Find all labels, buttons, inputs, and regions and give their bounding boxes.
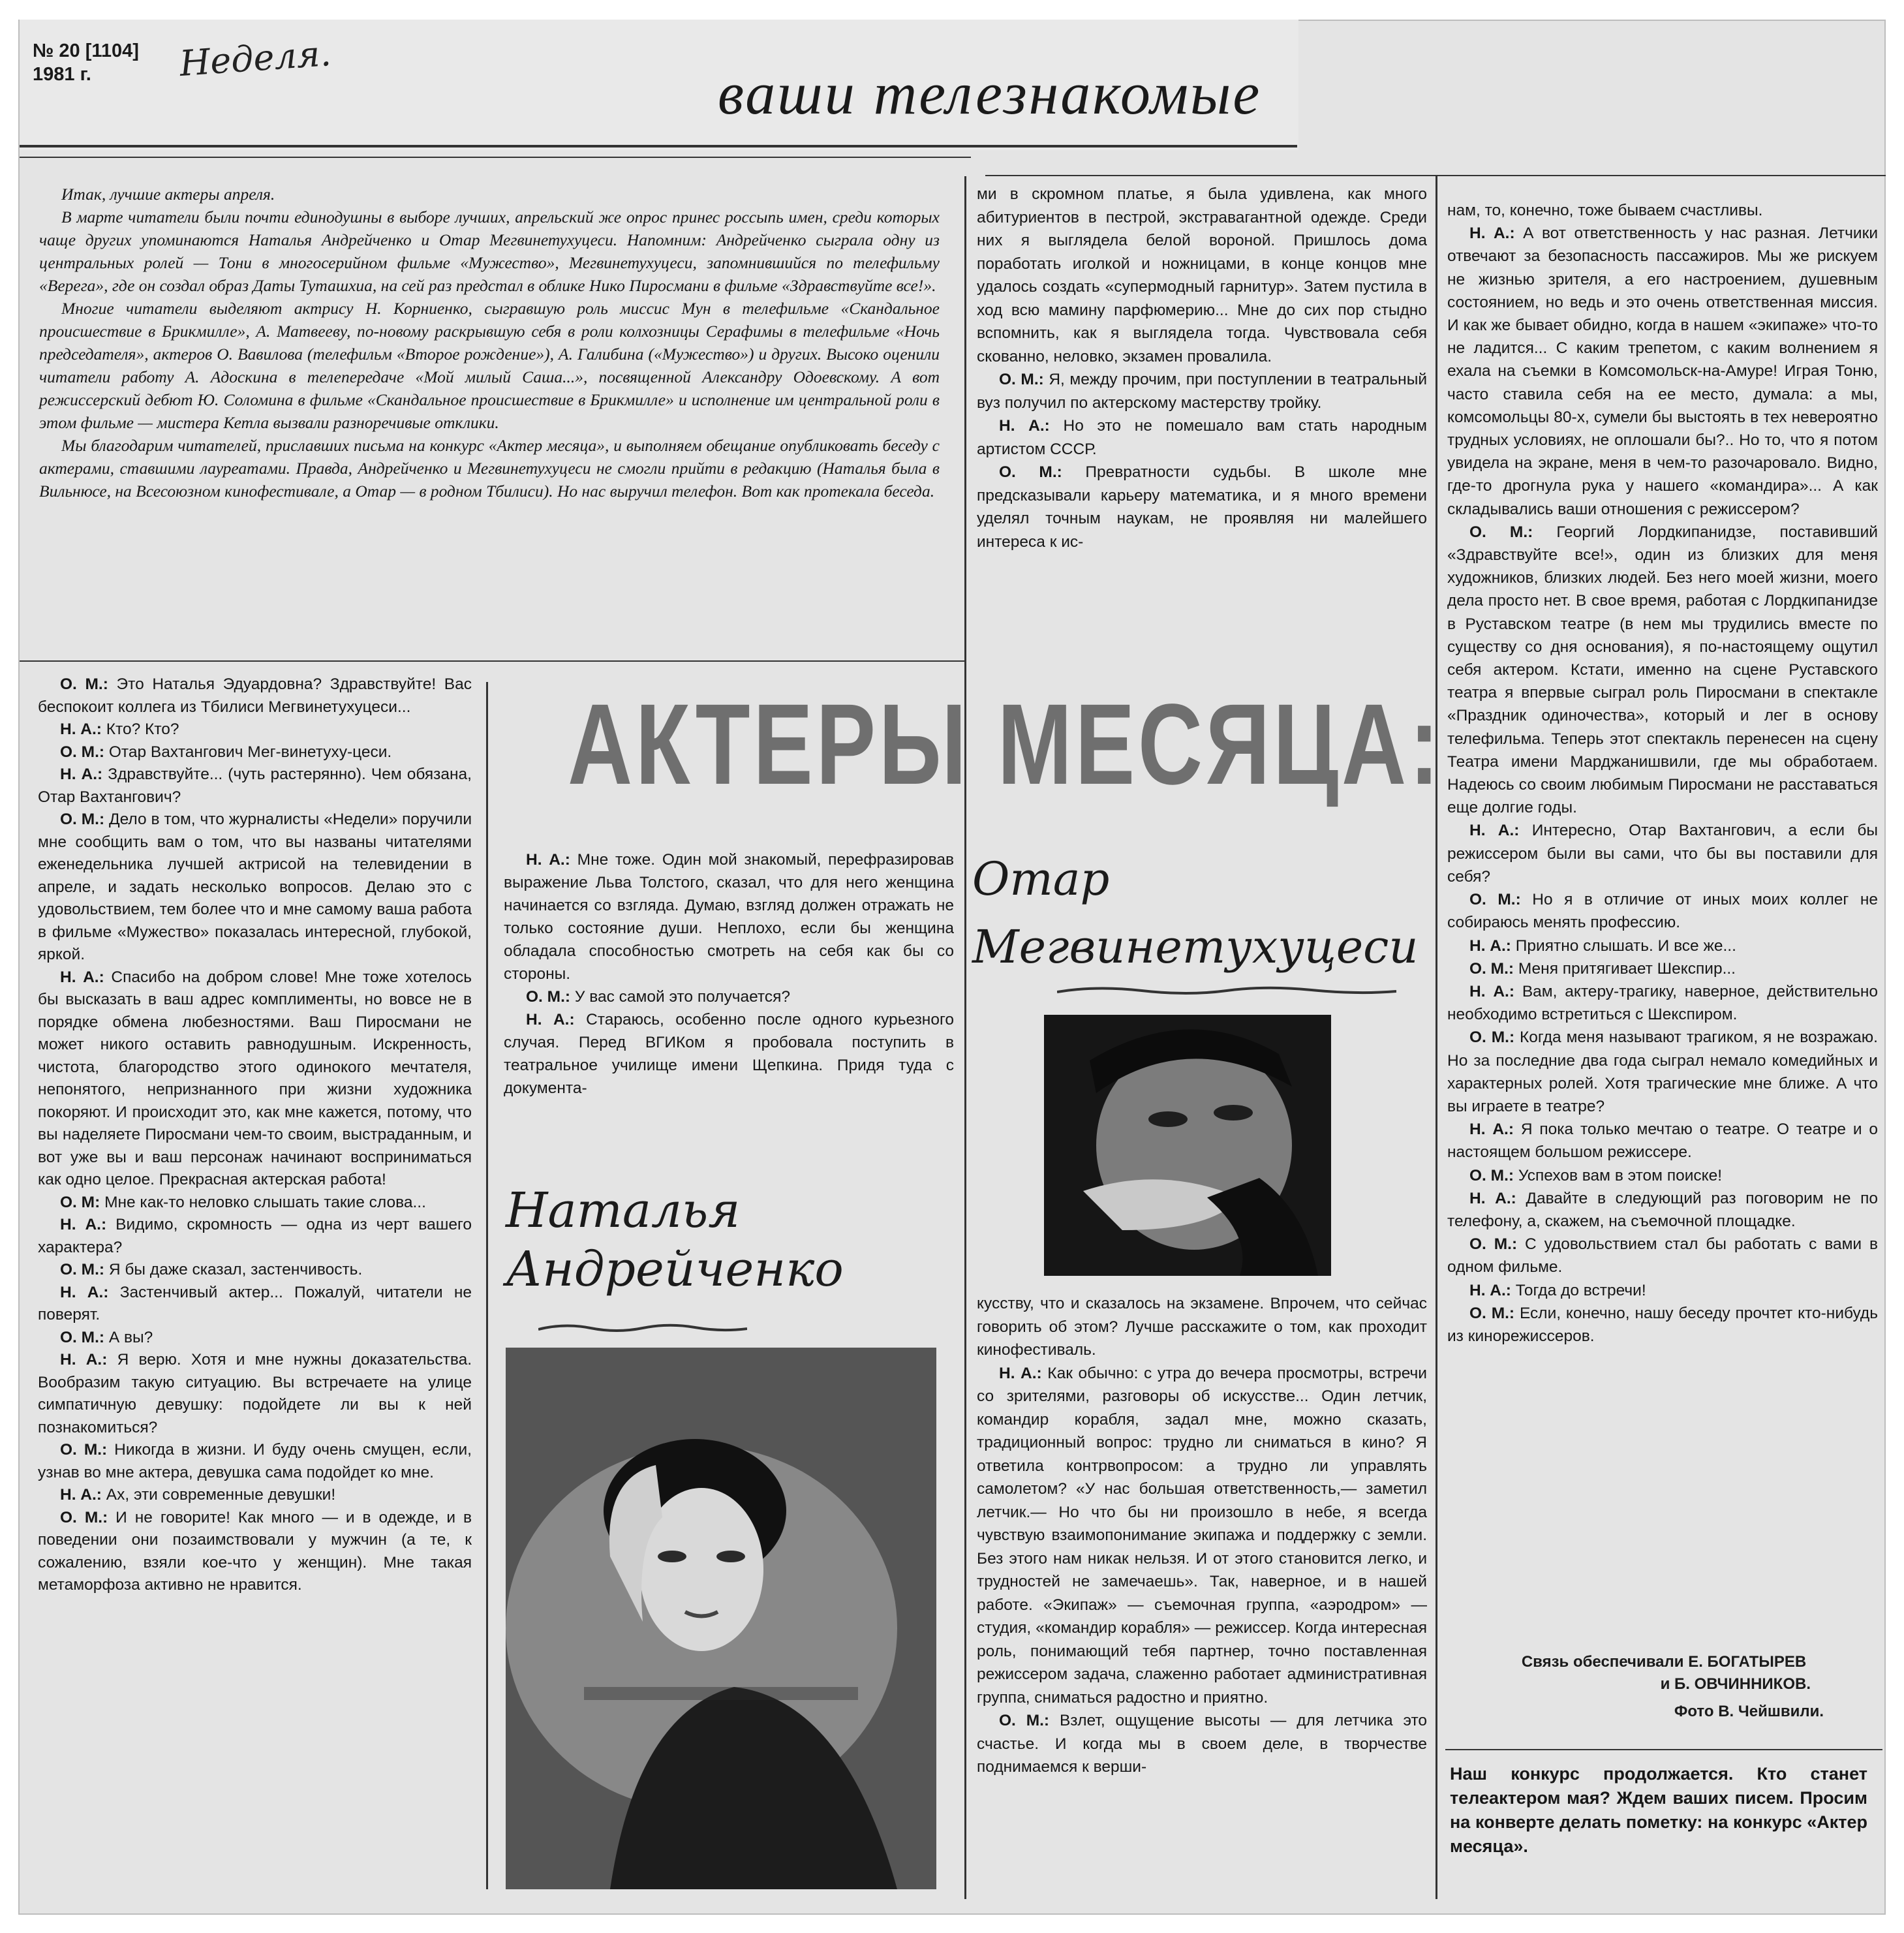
dialogue-text: У вас самой это получается?	[574, 988, 791, 1006]
dialogue-text: Спасибо на добром слове! Мне тоже хотелось бы высказать в ваш адрес комплименты, но вовсе не в порядке обмена любезностями. Ваш Пиросмани не может никого оставить равнодушным. Искренность, чистота, благородство этого одинокого мечтателя, непонятого, непризнанного при жизни художника покоряют. И происходит это, как мне кажется, потому, что вы наделяете Пиросмани чем-то своим, выстраданным, и вот уже вы и ваш персонаж начинают восприниматься как одно целое. Прекрасная актерская работа!	[38, 968, 472, 1188]
dialogue-line	[977, 1292, 1427, 1362]
dialogue-line	[38, 1259, 472, 1282]
column-rule	[1436, 176, 1437, 1899]
name-underline	[1057, 984, 1396, 997]
dialogue-line	[1447, 1233, 1878, 1278]
intro-divider	[20, 660, 966, 662]
dialogue-text: Я верю. Хотя и мне нужны доказательства. Вообразим такую ситуацию. Вы встречаете на улице симпатичную девушку: подойдете ли вы к ней познакомиться?	[38, 1351, 472, 1436]
top-rule	[20, 157, 971, 158]
speaker-label: Н. А.:	[999, 417, 1050, 435]
dialogue-text: Меня притягивает Шекспир...	[1518, 959, 1736, 978]
dialogue-text: Стараюсь, особенно после одного курьезного случая. Перед ВГИКом я пробовала поступить в театральное училище имени Щепкина. Придя туда с документа-	[504, 1011, 954, 1097]
dialogue-text: Но это не помешало вам стать народным артистом СССР.	[977, 417, 1427, 458]
column-3-top	[977, 183, 1427, 553]
column-3-bottom	[977, 1292, 1427, 1779]
speaker-label: О. М.:	[1469, 1028, 1515, 1047]
dialogue-line	[38, 1214, 472, 1259]
speaker-label: Н. А.:	[526, 1011, 575, 1028]
actor-first-name: Отар	[972, 852, 1110, 906]
dialogue-text: Отар Вахтангович Мег-винетуху-цеси.	[108, 743, 392, 761]
dialogue-line	[1447, 521, 1878, 820]
speaker-label: О. М.:	[999, 463, 1062, 481]
speaker-label: Н. А.:	[60, 720, 102, 738]
dialogue-line	[1447, 1118, 1878, 1164]
column-rule	[964, 176, 966, 1899]
dialogue-text: Ах, эти современные девушки!	[106, 1486, 336, 1504]
dialogue-line	[38, 1507, 472, 1597]
dialogue-line	[1447, 1187, 1878, 1233]
headline: АКТЕРЫ МЕСЯЦА:	[568, 681, 1443, 809]
dialogue-text: Я пока только мечтаю о театре. О театре и о настоящем большом режиссере.	[1447, 1121, 1878, 1162]
speaker-label: О. М.:	[1469, 1166, 1514, 1184]
dialogue-line	[977, 183, 1427, 368]
intro-paragraph: В марте читатели были почти единодушны в выборе лучших, апрельский же опрос принес россыпь имен, среди которых чаще других упоминаются Наталья Андрейченко и Отар Мегвинетухуцеси. Напомним: Андрейченко сыграла одну из центральных ролей — Тони в многосерийном фильме «Мужество», Мегвинетухуцеси, запомнившийся по телефильму «Верега», где он создал образ Даты Туташхиа, на сей раз предстал в облике Нико Пиросмани в фильме «Здравствуйте все!».	[39, 208, 940, 295]
dialogue-line	[977, 1362, 1427, 1710]
speaker-label: Н. А.:	[1469, 224, 1515, 243]
speaker-label: Н. А.:	[60, 1351, 108, 1369]
dialogue-line	[38, 809, 472, 966]
dialogue-text: Георгий Лордкипанидзе, поставивший «Здравствуйте все!», один из близких для меня художников, близких людей. Без него моей жизни, моего дела просто нет. В свое время, работая с Лордкипанидзе в Руставском театре (в нем мы трудились вместе по существу со дня основания), я по-настоящему ощутил себя актером. Кстати, именно на сцене Руставского театра я впервые сыграл роль Пиросмани в спектакле «Праздник одиночества», который и лег в основу телефильма. Теперь этот спектакль перенесен на сцену Театра имени Марджанишвили, где мы обработаем. Надеюсь со своим любимым Пиросмани не расставаться еще долгие годы.	[1447, 523, 1878, 817]
dialogue-text: нам, то, конечно, тоже бываем счастливы.	[1447, 202, 1763, 219]
credits-line-1: Связь обеспечивали Е. БОГАТЫРЕВ	[1521, 1653, 1807, 1671]
actress-last-name: Андрейченко	[506, 1241, 844, 1297]
column-2	[504, 848, 954, 1100]
dialogue-text: Но я в отличие от иных моих коллег не собираюсь менять профессию.	[1447, 891, 1879, 932]
column-rule	[486, 682, 488, 1889]
dialogue-line	[1447, 1026, 1878, 1118]
dialogue-text: Как обычно: с утра до вечера просмотры, встречи со зрителями, разговоры об искусстве... Один летчик, командир корабля, задал мне, можно сказать, традиционный вопрос: трудно ли сниматься в кино? Я ответила контрвопросом: а трудно ли управлять самолетом? «У нас большая ответственность,— заметил летчик.— Но что бы ни произошло в небе, я всегда чувствую взаимопонимание экипажа и поддержку с земли. Без этого нам никак нельзя. И от этого становится легко, и трудностей не замечаешь». Так, наверное, и в нашей работе. «Экипаж» — съемочная группа, «аэродром» — студия, «командир корабля» — режиссер. Когда интересная роль, понимающий тебя партнер, точно поставленная режиссером задача, слаженно работает административная группа, сниматься радостно и приятно.	[977, 1364, 1427, 1707]
speaker-label: О. М.:	[526, 988, 571, 1006]
dialogue-text: ми в скромном платье, я была удивлена, как много абитуриентов в пестрой, экстравагантной одежде. Среди них я выглядела белой вороной. Пришлось дома поработать иголкой и ножницами, в конце концов мне удалось создать «супермодный гарнитур». Затем пустила в ход всю мамину парфюмерию... Мне до сих пор стыдно вспомнить, как я выглядела тогда. Чувствовала себя скованно, неловко, экзамен провалила.	[977, 185, 1427, 365]
dialogue-text: А вы?	[108, 1328, 153, 1346]
speaker-label: О. М.:	[999, 1712, 1050, 1729]
masthead-rule	[20, 145, 1297, 147]
dialogue-line	[504, 985, 954, 1008]
dialogue-line	[38, 1327, 472, 1350]
speaker-label: О. М.:	[999, 371, 1044, 388]
handwritten-note: Неделя.	[178, 32, 333, 85]
dialogue-text: Кто? Кто?	[106, 720, 179, 738]
dialogue-line	[1447, 1279, 1878, 1302]
speaker-label: Н. А.:	[60, 968, 104, 986]
dialogue-line	[38, 966, 472, 1192]
dialogue-line	[1447, 199, 1878, 222]
speaker-label: О. М.:	[1469, 1235, 1518, 1254]
speaker-label: Н. А.:	[1469, 1281, 1511, 1299]
speaker-label: О. М.:	[1469, 523, 1533, 541]
speaker-label: Н. А.:	[1469, 982, 1514, 1000]
dialogue-line	[977, 368, 1427, 414]
dialogue-text: Если, конечно, нашу беседу прочтет кто-нибудь из кинорежиссеров.	[1447, 1304, 1878, 1345]
speaker-label: О. М.:	[60, 1441, 108, 1459]
speaker-label: Н. А.:	[60, 1216, 107, 1233]
speaker-label: Н. А.:	[1469, 1121, 1514, 1139]
dialogue-line	[977, 1709, 1427, 1779]
dialogue-text: Мне как-то неловко слышать такие слова...	[104, 1193, 426, 1211]
dialogue-line	[1447, 222, 1878, 521]
actress-photo	[506, 1348, 936, 1889]
dialogue-line	[38, 1439, 472, 1484]
dialogue-line	[38, 719, 472, 741]
dialogue-text: С удовольствием стал бы работать с вами в одном фильме.	[1447, 1235, 1879, 1276]
speaker-label: Н. А.:	[1469, 936, 1511, 955]
dialogue-text: кусству, что и сказалось на экзамене. Впрочем, что сейчас говорить об этом? Лучше расскажите о том, как проходит кинофестиваль.	[977, 1295, 1427, 1359]
dialogue-text: Интересно, Отар Вахтангович, а если бы режиссером были вы сами, что бы вы поставили для себя?	[1447, 822, 1878, 886]
actor-photo	[1044, 1015, 1331, 1276]
contest-note: Наш конкурс продолжается. Кто станет телеактером мая? Ждем ваших писем. Просим на конверте делать пометку: на конкурс «Актер месяца».	[1450, 1764, 1867, 1856]
issue-info	[33, 39, 139, 86]
dialogue-line	[504, 1008, 954, 1100]
dialogue-text: Приятно слышать. И все же...	[1515, 936, 1736, 955]
photo-credit: Фото В. Чейшвили.	[1674, 1703, 1824, 1720]
dialogue-line	[1447, 1302, 1878, 1348]
dialogue-line	[38, 673, 472, 719]
dialogue-text: Дело в том, что журналисты «Недели» поручили мне сообщить вам о том, что вы названы читателями еженедельника лучшей актрисой на телевидении в апреле, и задать несколько вопросов. Делаю это с удовольствием, тем более что и мне самому ваша работа в фильме «Мужество» показалась интересной, глубокой, яркой.	[38, 811, 472, 963]
dialogue-line	[1447, 819, 1878, 888]
rubric-title: ваши телезнакомые	[718, 60, 1262, 127]
speaker-label: Н. А.:	[60, 1486, 102, 1504]
speaker-label: Н. А.:	[999, 1364, 1042, 1382]
speaker-label: О. М.:	[60, 1328, 105, 1346]
dialogue-text: Это Наталья Эдуардовна? Здравствуйте! Вас беспокоит коллега из Тбилиси Мегвинетухуцеси...	[38, 675, 472, 716]
dialogue-line	[504, 848, 954, 985]
speaker-label: О. М.:	[1469, 1304, 1515, 1322]
speaker-label: О. М.:	[60, 1261, 105, 1278]
dialogue-text: Видимо, скромность — одна из черт вашего характера?	[38, 1216, 472, 1256]
dialogue-text: Успехов вам в этом поиске!	[1518, 1166, 1723, 1184]
column-1	[38, 673, 472, 1597]
dialogue-text: Давайте в следующий раз поговорим не по телефону, а, скажем, на съемочной площадке.	[1447, 1189, 1878, 1230]
column-4	[1447, 199, 1878, 1348]
speaker-label: О. М.:	[60, 811, 105, 828]
dialogue-text: Тогда до встречи!	[1515, 1281, 1646, 1299]
issue-number: № 20 [1104]	[33, 40, 139, 61]
dialogue-line	[38, 741, 472, 764]
dialogue-line	[977, 461, 1427, 553]
speaker-label: О. М.:	[1469, 959, 1514, 978]
dialogue-line	[38, 1192, 472, 1214]
speaker-label: Н. А.:	[60, 765, 103, 783]
intro-paragraph: Итак, лучшие актеры апреля.	[61, 185, 275, 204]
dialogue-line	[1447, 957, 1878, 980]
dialogue-text: Взлет, ощущение высоты — для летчика это счастье. И когда мы в своем деле, в творчестве поднимаемся к верши-	[977, 1712, 1428, 1776]
dialogue-text: Мне тоже. Один мой знакомый, перефразировав выражение Льва Толстого, сказал, что для него женщина начинается со взгляда. Думаю, взгляд должен отражать не только состояние души. Неплохо, если бы женщина обладала способностью смотреть на себя как бы со стороны.	[504, 851, 955, 983]
dialogue-text: Я бы даже сказал, застенчивость.	[108, 1261, 363, 1278]
dialogue-text: Я, между прочим, при поступлении в театральный вуз получил по актерскому мастерству тройку.	[977, 371, 1427, 412]
dialogue-line	[38, 1349, 472, 1439]
speaker-label: Н. А.:	[60, 1283, 109, 1301]
dialogue-line	[1447, 1164, 1878, 1187]
actor-last-name: Мегвинетухуцеси	[972, 920, 1419, 974]
intro-paragraph: Мы благодарим читателей, приславших письма на конкурс «Актер месяца», и выполняем обещание опубликовать беседу с актерами, ставшими лауреатами. Правда, Андрейченко и Мегвинетухуцеси не смогли прийти в редакцию (Наталья была в Вильнюсе, на Всесоюзном кинофестивале, а Отар — в родном Тбилиси). Но нас выручил телефон. Вот как протекала беседа.	[39, 436, 940, 501]
dialogue-text: Вам, актеру-трагику, наверное, действительно необходимо встретиться с Шекспиром.	[1447, 982, 1879, 1024]
dialogue-line	[1447, 888, 1878, 934]
credits-line-2: и Б. ОВЧИННИКОВ.	[1660, 1675, 1811, 1693]
speaker-label: Н. А.:	[1469, 822, 1520, 840]
credits	[1455, 1651, 1873, 1723]
intro-paragraph: Многие читатели выделяют актрису Н. Корниенко, сыгравшую роль миссис Мун в телефильме «Скандальное происшествие в Брикмилле», А. Матвееву, по-новому раскрывшую себя в роли колхозницы Серафимы в телефильме «Ночь председателя», актеров О. Вавилова (телефильм «Второе рождение»), А. Галибина («Мужество») и других. Высоко оценили читатели работу А. Адоскина в телепередаче «Мой милый Саша...», посвященной Александру Одоевскому. А вот режиссерский дебют Ю. Соломина в фильме «Скандальное происшествие в Брикмилле» и исполнение им центральной роли в этом фильме — мистера Кетла вызвали разноречивые отклики.	[39, 299, 940, 432]
dialogue-line	[38, 1282, 472, 1327]
dialogue-text: Здравствуйте... (чуть растерянно). Чем обязана, Отар Вахтангович?	[38, 765, 472, 806]
dialogue-text: Никогда в жизни. И буду очень смущен, если, узнав во мне актера, девушка сама подойдет ко мне.	[38, 1441, 472, 1481]
actress-name	[506, 1181, 844, 1299]
speaker-label: О. М.:	[60, 1508, 108, 1526]
speaker-label: Н. А.:	[526, 851, 570, 869]
dialogue-line	[38, 764, 472, 809]
actor-name	[972, 845, 1418, 981]
name-underline	[538, 1322, 747, 1335]
dialogue-line	[977, 414, 1427, 461]
speaker-label: Н. А.:	[1469, 1189, 1516, 1207]
intro-text	[39, 183, 940, 503]
dialogue-text: Застенчивый актер... Пожалуй, читатели не поверят.	[38, 1283, 472, 1323]
dialogue-line	[1447, 935, 1878, 957]
speaker-label: О. М.:	[60, 743, 105, 761]
dialogue-line	[38, 1484, 472, 1507]
speaker-label: О. М.:	[60, 675, 108, 693]
dialogue-text: А вот ответственность у нас разная. Летчики отвечают за безопасность пассажиров. Мы же рискуем не жизнью зрителя, а его настроением, душевным состоянием, но ведь и это очень ответственная миссия. И как же бывает обидно, когда в нашем «экипаже» что-то не ладится... С каким трепетом, с каким волнением я ехала на съемки в Комсомольск-на-Амуре! Играя Тоню, часто ставила себя на ее место, думала: а мы, комсомольцы 80-х, сумели бы выстоять в тех невероятно трудных условиях, не оплошали бы?.. Но то, что я потом увидела на экране, меня в чем-то разочаровало. Видно, где-то дрогнула рука у нашего «командира»... А как складывались ваши отношения с режиссером?	[1447, 224, 1879, 518]
issue-year: 1981 г.	[33, 64, 91, 85]
dialogue-text: Превратности судьбы. В школе мне предсказывали карьеру математика, и я много времени уделял точным наукам, не проявляя ни малейшего интереса к ис-	[977, 463, 1427, 551]
speaker-label: О. М:	[60, 1193, 100, 1211]
actress-first-name: Наталья	[506, 1183, 741, 1239]
credits-divider	[1445, 1749, 1882, 1750]
dialogue-text: И не говорите! Как много — и в одежде, и в поведении они позаимствовали у мужчин (а те, к сожалению, взяли кое-что у женщин). Мне такая метаморфоза активно не нравится.	[38, 1508, 472, 1594]
dialogue-line	[1447, 980, 1878, 1026]
dialogue-text: Когда меня называют трагиком, я не возражаю. Но за последние два года сыграл немало комедийных и характерных ролей. Хотя трагические мне ближе. А что вы играете в театре?	[1447, 1028, 1878, 1115]
speaker-label: О. М.:	[1469, 891, 1521, 909]
